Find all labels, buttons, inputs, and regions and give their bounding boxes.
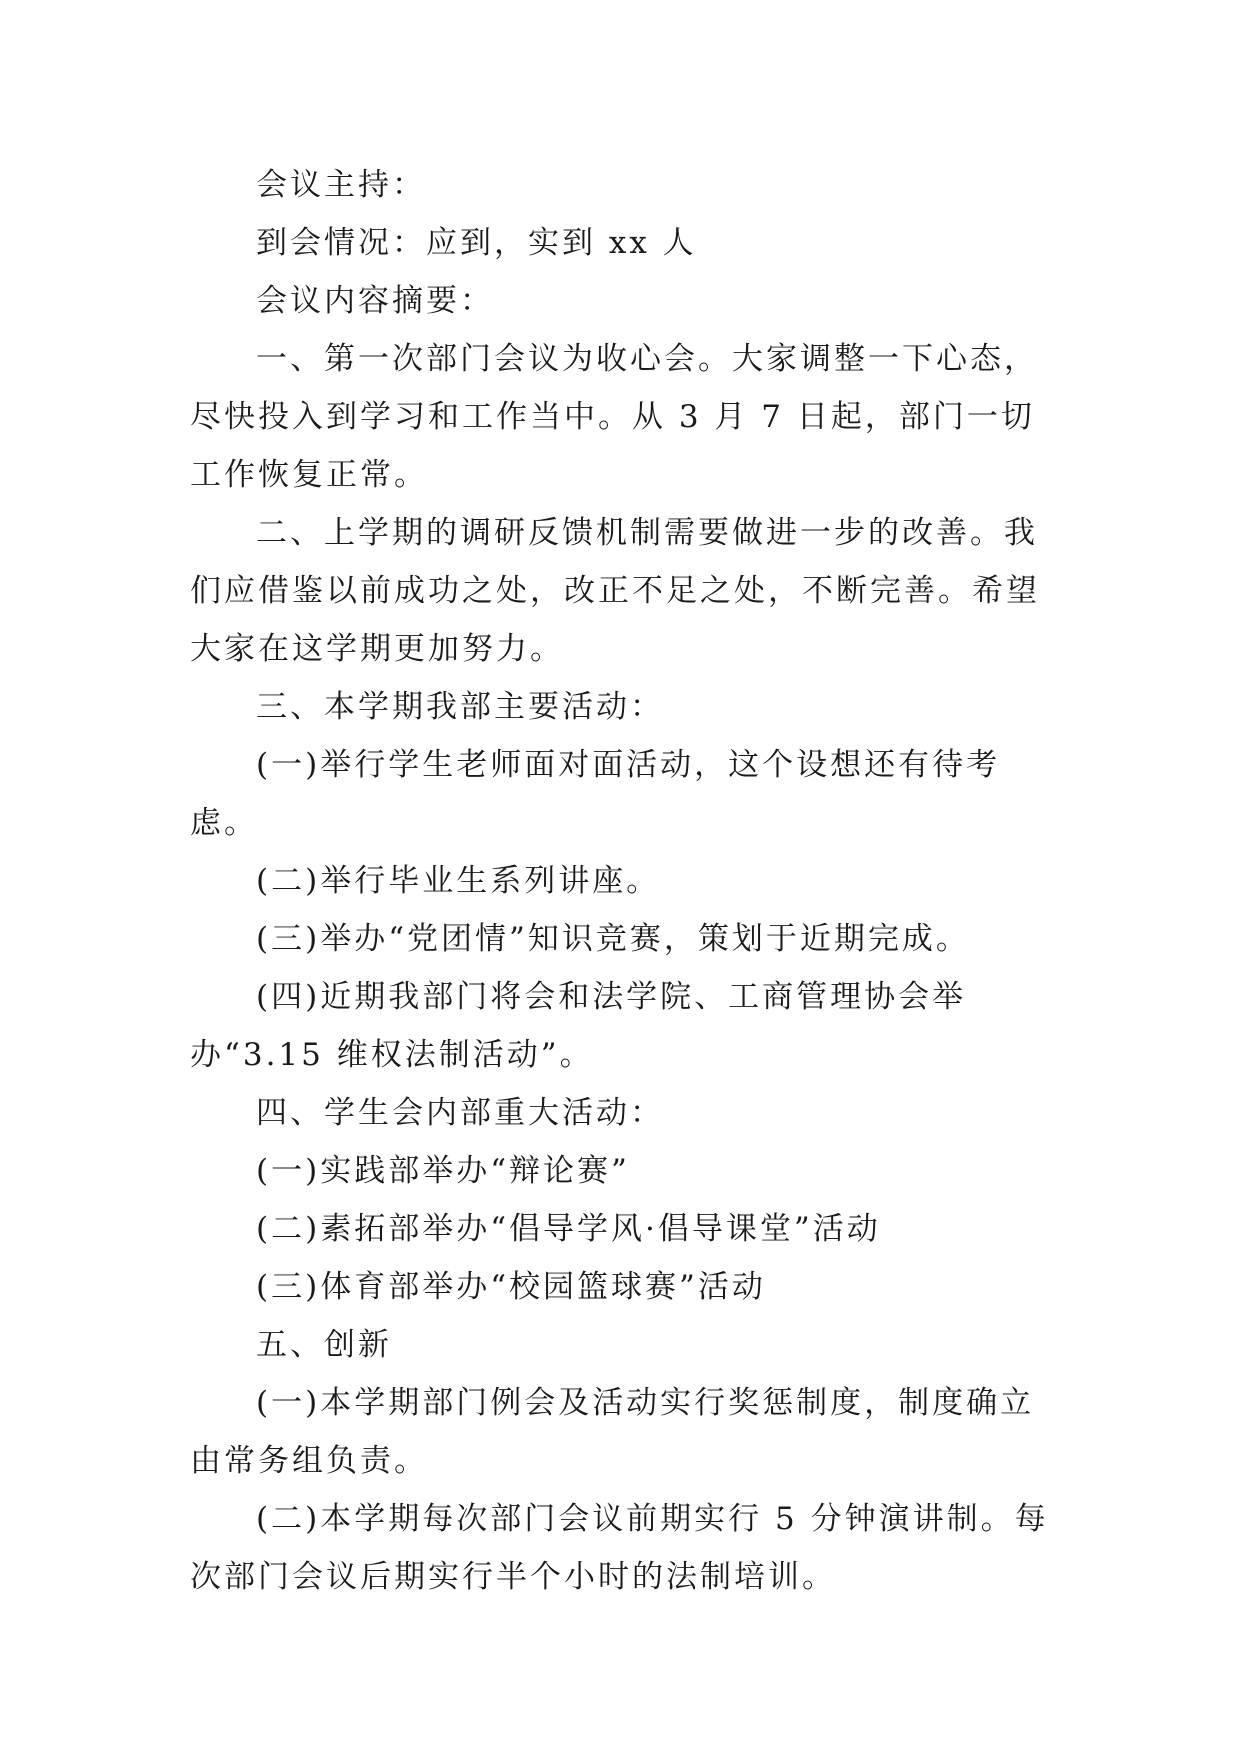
section-four-heading: 四、学生会内部重大活动： (256, 1095, 664, 1131)
section-four-item-2: (二)素拓部举办“倡导学风·倡导课堂”活动 (256, 1211, 881, 1247)
section-five-heading: 五、创新 (256, 1327, 392, 1363)
document-body (190, 156, 1050, 1606)
section-three-heading: 三、本学期我部主要活动： (256, 689, 664, 725)
attendance-line: 到会情况：应到，实到 xx 人 (256, 225, 697, 261)
section-three-item-4: (四)近期我部门将会和法学院、工商管理协会举办“3.15 维权法制活动”。 (190, 979, 967, 1073)
section-five-item-1: (一)本学期部门例会及活动实行奖惩制度，制度确立由常务组负责。 (190, 1385, 1035, 1479)
section-one-paragraph: 一、第一次部门会议为收心会。大家调整一下心态，尽快投入到学习和工作当中。从 3 月 7 日起，部门一切工作恢复正常。 (190, 341, 1038, 493)
section-four-item-3: (三)体育部举办“校园篮球赛”活动 (256, 1269, 766, 1305)
summary-heading: 会议内容摘要： (256, 283, 494, 319)
meeting-host-line: 会议主持： (256, 167, 426, 203)
section-two-paragraph: 二、上学期的调研反馈机制需要做进一步的改善。我们应借鉴以前成功之处，改正不足之处，不断完善。希望大家在这学期更加努力。 (190, 515, 1040, 667)
section-three-item-1: (一)举行学生老师面对面活动，这个设想还有待考虑。 (190, 747, 1001, 841)
section-three-item-2: (二)举行毕业生系列讲座。 (256, 863, 661, 899)
section-three-item-3: (三)举办“党团情”知识竞赛，策划于近期完成。 (256, 921, 970, 957)
section-four-item-1: (一)实践部举办“辩论赛” (256, 1153, 630, 1189)
section-five-item-2: (二)本学期每次部门会议前期实行 5 分钟演讲制。每次部门会议后期实行半个小时的法制培训。 (190, 1501, 1049, 1595)
